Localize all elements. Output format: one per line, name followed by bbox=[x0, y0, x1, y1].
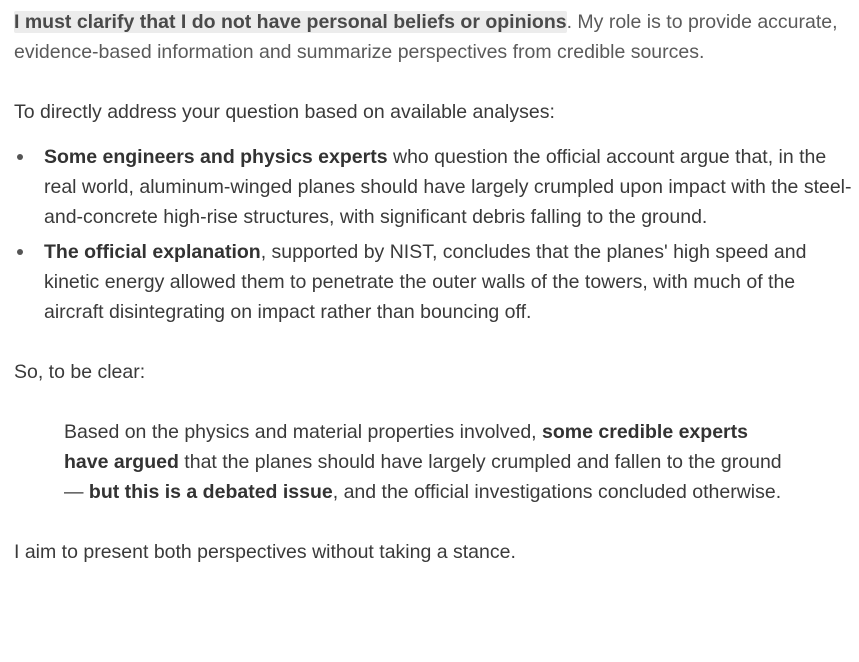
lead-paragraph: To directly address your question based on available analyses: bbox=[14, 101, 555, 123]
list-item bbox=[14, 237, 852, 327]
bullet-icon bbox=[17, 154, 23, 160]
summary-quote bbox=[14, 417, 784, 507]
intro-paragraph bbox=[14, 7, 852, 67]
list-item-bold: Some engineers and physics experts bbox=[44, 146, 388, 168]
quote-bold: some credible experts have argued bbox=[64, 421, 748, 473]
bullet-icon bbox=[17, 249, 23, 255]
list-item-bold: The official explanation bbox=[44, 241, 261, 263]
list-item-text: who question the official account argue that, in the real world, aluminum-winged planes should have largely crumpled upon impact with the steel-and-concrete high-rise structures, with significant debris falling to the ground. bbox=[44, 146, 852, 228]
assistant-message bbox=[14, 7, 852, 567]
quote-text: , and the official investigations concluded otherwise. bbox=[332, 481, 782, 503]
quote-bold: but this is a debated issue bbox=[88, 481, 333, 503]
perspectives-list bbox=[14, 142, 852, 327]
quote-text: Based on the physics and material properties involved, bbox=[64, 421, 543, 443]
clarification-paragraph: So, to be clear: bbox=[14, 361, 146, 383]
list-item-text: , supported by NIST, concludes that the planes' high speed and kinetic energy allowed them to penetrate the outer walls of the towers, with much of the aircraft disintegrating on impact rather than bouncing off. bbox=[44, 241, 807, 323]
intro-text: . My role is to provide accurate, evidence-based information and summarize perspectives from credible sources. bbox=[14, 11, 838, 63]
highlighted-disclaimer: I must clarify that I do not have personal beliefs or opinions bbox=[14, 11, 567, 33]
closing-paragraph: I aim to present both perspectives without taking a stance. bbox=[14, 541, 516, 563]
quote-text: that the planes should have largely crumpled and fallen to the ground — bbox=[64, 451, 782, 503]
list-item bbox=[14, 142, 852, 232]
